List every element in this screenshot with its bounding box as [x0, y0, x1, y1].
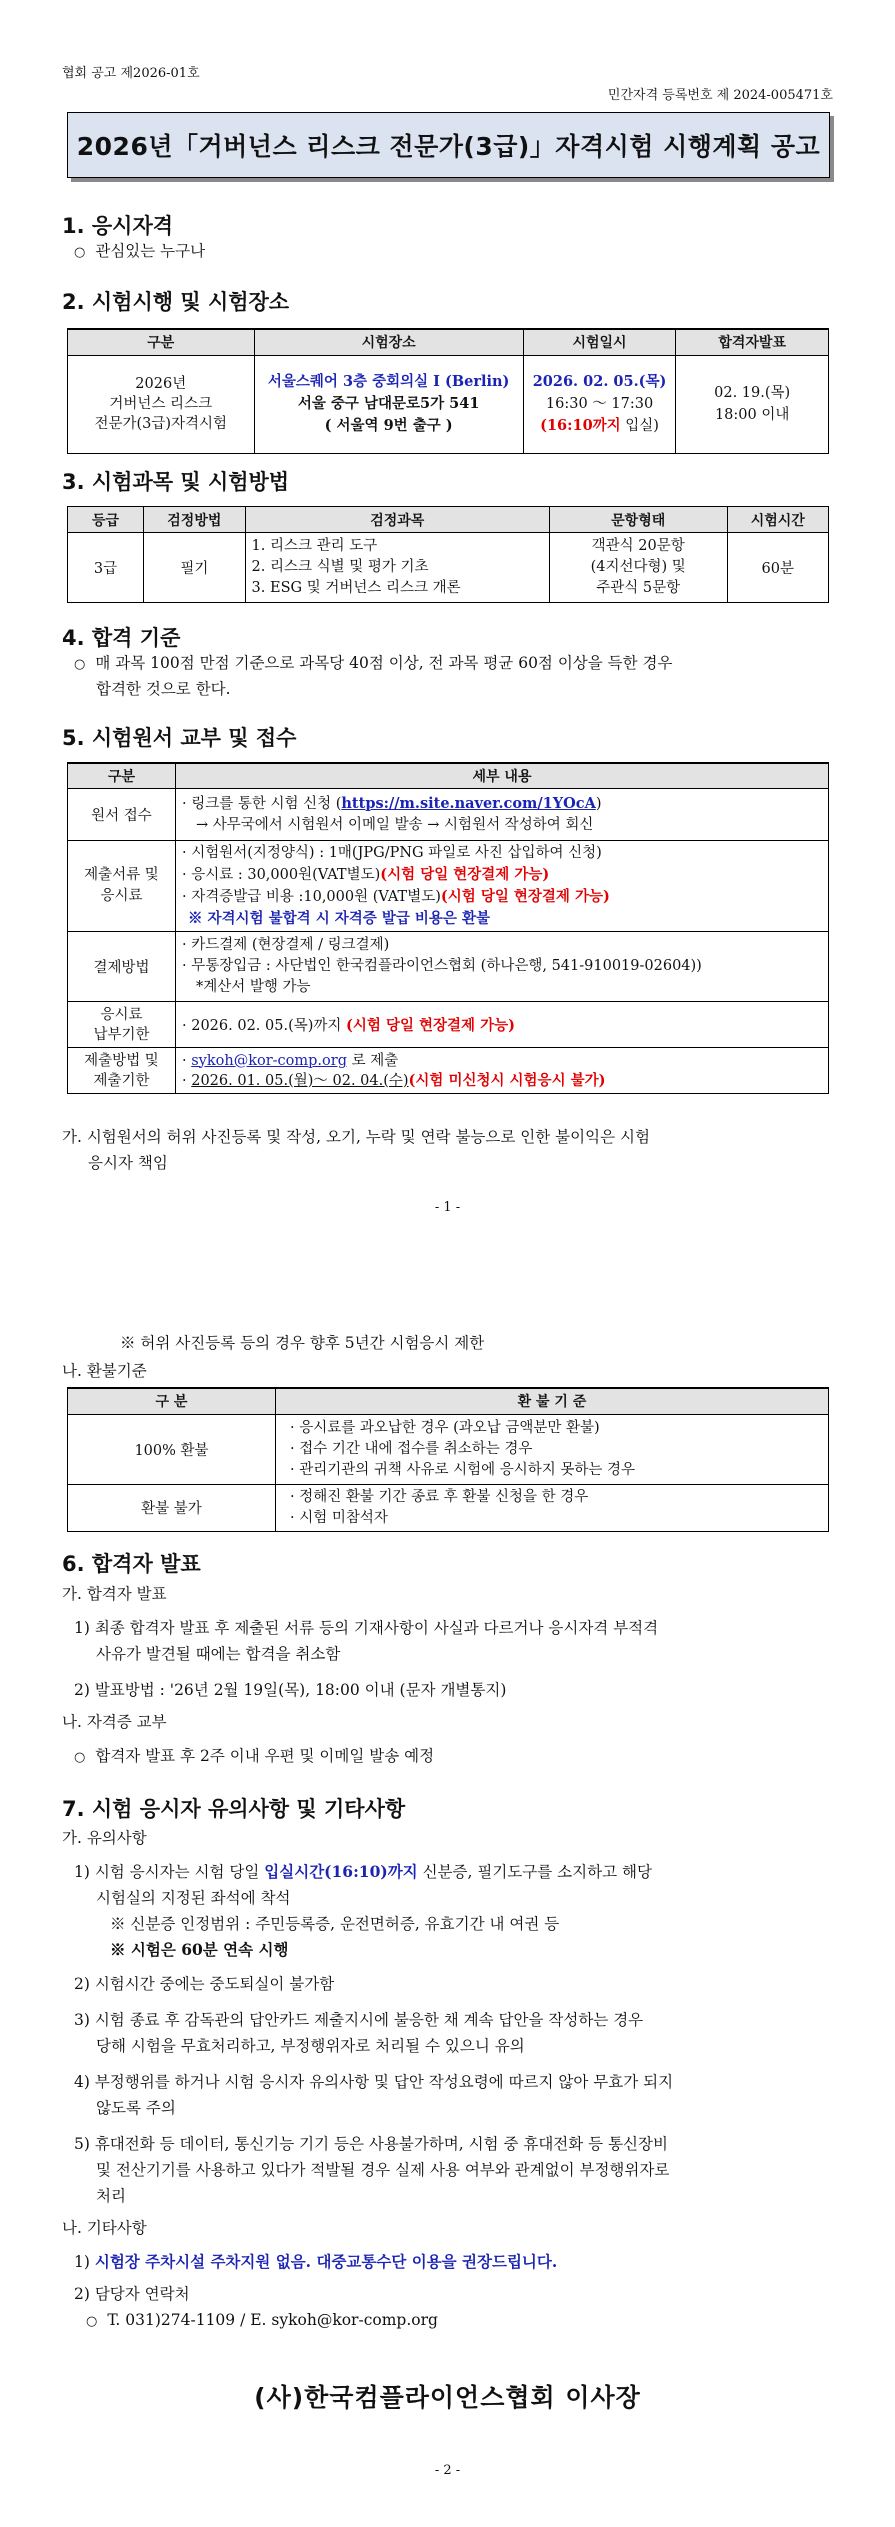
submission-warning: (시험 미신청시 시험응시 불가) [408, 1071, 606, 1089]
subject-item: 2. 리스크 식별 및 평가 기초 [251, 559, 429, 575]
section-7-heading: 7. 시험 응시자 유의사항 및 기타사항 [62, 1797, 406, 1821]
issuer-name: (사)한국컴플라이언스협회 이사장 [254, 2383, 641, 2412]
section-3-heading: 3. 시험과목 및 시험방법 [62, 470, 290, 494]
col-header: 시험장소 [254, 329, 523, 355]
item-text: 처리 [96, 2187, 126, 2205]
exam-date-cell [523, 355, 676, 453]
item-text: 사유가 발견될 때에는 합격을 취소함 [96, 1645, 341, 1663]
item-part: 1) [74, 2253, 95, 2271]
row-label [68, 1002, 176, 1048]
category-line: 거버넌스 리스크 [109, 396, 213, 412]
notice-number: 협회 공고 제2026-01호 [62, 66, 200, 81]
item-text: 2) 발표방법 : '26년 2월 19일(목), 18:00 이내 (문자 개별통지) [74, 1681, 507, 1699]
section-2-heading: 2. 시험시행 및 시험장소 [62, 290, 290, 314]
section-1-heading: 1. 응시자격 [62, 214, 174, 238]
bullet-circle: ○ [86, 2314, 98, 2329]
question-type-line: 객관식 20문항 [591, 538, 685, 554]
sub-heading: 가. 합격자 발표 [62, 1585, 167, 1603]
col-header: 구분 [68, 329, 255, 355]
col-header: 세부 내용 [176, 763, 829, 789]
page-number: - 1 - [434, 1200, 461, 1215]
subject-item: 1. 리스크 관리 도구 [251, 538, 378, 554]
item-text: 시험실의 지정된 좌석에 착석 [96, 1889, 291, 1907]
row-label-line: 납부기한 [93, 1026, 150, 1043]
col-header: 합격자발표 [676, 329, 829, 355]
question-type-cell [549, 533, 727, 603]
sub-heading: 나. 기타사항 [62, 2219, 147, 2237]
pass-criteria-text: 매 과목 100점 만점 기준으로 과목당 40점 이상, 전 과목 평균 60점 이상을 득한 경우 [95, 654, 673, 672]
bullet-circle: ○ [74, 657, 86, 672]
refund-heading: 나. 환불기준 [62, 1362, 147, 1380]
false-registration-note-2: 응시자 책임 [88, 1154, 168, 1172]
category-line: 전문가(3급)자격시험 [94, 416, 228, 432]
row-label: 환불 불가 [68, 1484, 276, 1531]
subject-item: 3. ESG 및 거버넌스 리스크 개론 [251, 580, 461, 596]
refund-line: · 정해진 환불 기간 종료 후 환불 신청을 한 경우 [290, 1488, 589, 1505]
eligibility-text: 관심있는 누구나 [95, 242, 206, 260]
payment-line: · 카드결제 (현장결제 / 링크결제) [182, 937, 390, 953]
entry-time [530, 415, 670, 437]
venue-name: 서울스퀘어 3층 중회의실 I (Berlin) [267, 373, 510, 390]
application-flow: → 사무국에서 시험원서 이메일 발송 → 시험원서 작성하여 회신 [196, 817, 594, 833]
submission-period-line: · 2026. 01. 05.(월)～ 02. 04.(수)(시험 미신청시 시험응시 불가) [182, 1071, 606, 1089]
application-link-line [182, 793, 822, 815]
item-text: ※ 시험은 60분 연속 시행 [110, 1940, 289, 1959]
eligibility-line [74, 238, 205, 266]
payment-detail [176, 932, 829, 1002]
submission-period: 2026. 01. 05.(월)～ 02. 04.(수) [191, 1072, 409, 1089]
page-number: - 2 - [434, 2463, 461, 2478]
refund-none-detail [276, 1484, 829, 1531]
pass-criteria-line-1 [74, 650, 673, 678]
fee-deadline-note: (시험 당일 현장결제 가능) [346, 1017, 515, 1034]
question-type-line: (4지선다형) 및 [590, 559, 686, 575]
row-label-line: 응시료 [100, 1006, 143, 1023]
contact-line [86, 2307, 438, 2335]
sub-heading: 나. 자격증 교부 [62, 1713, 167, 1731]
refund-table [67, 1387, 829, 1532]
row-label-line: 제출방법 및 [84, 1052, 159, 1069]
grade-cell: 3급 [68, 533, 144, 603]
item-text: 2) 시험시간 중에는 중도퇴실이 불가함 [74, 1975, 335, 1993]
false-registration-note: 가. 시험원서의 허위 사진등록 및 작성, 오기, 누락 및 연락 불능으로 인한 불이익은 시험 [62, 1128, 650, 1146]
item-text: 및 전산기기를 사용하고 있다가 적발될 경우 실제 사용 여부와 관계없이 부정행위자로 [96, 2161, 670, 2179]
exam-place-cell [254, 355, 523, 453]
row-label: 원서 접수 [68, 789, 176, 841]
refund-line: · 관리기관의 귀책 사유로 시험에 응시하지 못하는 경우 [290, 1461, 636, 1478]
col-header: 구 분 [68, 1388, 276, 1414]
row-label-line: 제출기한 [93, 1072, 150, 1089]
col-header: 검정과목 [245, 507, 549, 533]
item-text: 합격자 발표 후 2주 이내 우편 및 이메일 발송 예정 [95, 1747, 435, 1765]
announcement-time: 18:00 이내 [714, 407, 790, 423]
item-text: 당해 시험을 무효처리하고, 부정행위자로 처리될 수 있으니 유의 [96, 2037, 525, 2055]
fee-line [182, 864, 822, 886]
row-label-line: 응시료 [100, 888, 143, 904]
fee-text: · 응시료 : 30,000원(VAT별도) [182, 867, 381, 883]
item-text: ※ 신분증 인정범위 : 주민등록증, 운전면허증, 유효기간 내 여권 등 [110, 1915, 560, 1933]
payment-line: · 무통장입금 : 사단법인 한국컴플라이언스협회 (하나은행, 541-910019-02604)) [182, 958, 702, 974]
fee-note: (시험 당일 현장결제 가능) [380, 866, 550, 883]
venue-address: 서울 중구 남대문로5가 541 [297, 395, 480, 412]
bullet-circle: ○ [74, 1750, 86, 1765]
category-cell [68, 355, 255, 453]
sub-heading: 가. 유의사항 [62, 1829, 147, 1847]
col-header: 시험일시 [523, 329, 676, 355]
fee-deadline-detail [176, 1002, 829, 1048]
col-header: 환 불 기 준 [276, 1388, 829, 1414]
exam-duration-cell: 60분 [727, 533, 829, 603]
cert-fee-line [182, 886, 822, 908]
documents-line: · 시험원서(지정양식) : 1매(JPG/PNG 파일로 사진 삽입하여 신청) [182, 845, 602, 861]
item-text: 2) 담당자 연락처 [74, 2285, 190, 2303]
item-part: 1) 시험 응시자는 시험 당일 [74, 1863, 265, 1881]
item-text: 않도록 주의 [96, 2099, 176, 2117]
col-header: 문항형태 [549, 507, 727, 533]
fee-deadline-text: · 2026. 02. 05.(목)까지 [182, 1018, 347, 1034]
row-label [68, 1048, 176, 1094]
refund-line: · 접수 기간 내에 접수를 취소하는 경우 [290, 1440, 533, 1457]
exam-date: 2026. 02. 05.(목) [532, 373, 667, 390]
venue-exit: ( 서울역 9번 출구 ) [324, 417, 453, 434]
submission-suffix: 로 제출 [347, 1052, 399, 1069]
page-title: 2026년「거버넌스 리스크 전문가(3급)」자격시험 시행계획 공고 [67, 112, 830, 178]
submission-email-line: · sykoh@kor-comp.org 로 제출 [182, 1052, 399, 1069]
refund-line: · 응시료를 과오납한 경우 (과오납 금액분만 환불) [290, 1419, 600, 1436]
col-header: 등급 [68, 507, 144, 533]
row-label [68, 841, 176, 932]
question-type-line: 주관식 5문항 [596, 580, 681, 596]
subjects-cell [245, 533, 549, 603]
refund-full-detail [276, 1414, 829, 1484]
section-5-heading: 5. 시험원서 교부 및 접수 [62, 726, 297, 750]
item-text: 4) 부정행위를 하거나 시험 응시자 유의사항 및 답안 작성요령에 따르지 않아 무효가 되지 [74, 2073, 674, 2091]
item-text: 3) 시험 종료 후 감독관의 답안카드 제출지시에 불응한 채 계속 답안을 작성하는 경우 [74, 2011, 644, 2029]
section-4-heading: 4. 합격 기준 [62, 626, 181, 650]
registration-number: 민간자격 등록번호 제 2024-005471호 [607, 88, 833, 103]
col-header: 검정방법 [144, 507, 245, 533]
cert-fee-text: · 자격증발급 비용 :10,000원 (VAT별도) [182, 889, 441, 905]
documents-fee-detail [176, 841, 829, 932]
submission-email-link[interactable]: sykoh@kor-comp.org [191, 1052, 347, 1069]
exam-subject-table [67, 506, 829, 603]
item-text: 5) 휴대전화 등 데이터, 통신기능 기기 등은 사용불가하며, 시험 중 휴대전화 등 통신장비 [74, 2135, 668, 2153]
application-table [67, 762, 829, 1094]
item-part: 신분증, 필기도구를 소지하고 해당 [417, 1863, 652, 1881]
col-header: 시험시간 [727, 507, 829, 533]
cert-fee-note: (시험 당일 현장결제 가능) [440, 888, 610, 905]
fake-photo-note: ※ 허위 사진등록 등의 경우 향후 5년간 시험응시 제한 [120, 1334, 485, 1352]
payment-line: *계산서 발행 가능 [196, 979, 311, 995]
refund-line: · 시험 미참석자 [290, 1509, 388, 1526]
row-label: 결제방법 [68, 932, 176, 1002]
row-label-line: 제출서류 및 [84, 867, 159, 883]
bullet-circle: ○ [74, 245, 86, 260]
contact-info: T. 031)274-1109 / E. sykoh@kor-comp.org [107, 2311, 438, 2329]
application-link[interactable]: https://m.site.naver.com/1YOcA [341, 795, 596, 812]
item-text [74, 1859, 652, 1885]
entry-suffix: 입실) [620, 418, 659, 434]
parking-notice: 시험장 주차시설 주차지원 없음. 대중교통수단 이용을 권장드립니다. [94, 2252, 558, 2271]
bullet-line [74, 1743, 434, 1771]
link-suffix: ) [595, 796, 602, 812]
page-1 [0, 0, 895, 1263]
application-detail [176, 789, 829, 841]
col-header: 구분 [68, 763, 176, 789]
entry-deadline: (16:10까지 [540, 417, 621, 434]
method-cell: 필기 [144, 533, 245, 603]
item-text [74, 2249, 557, 2275]
exam-time: 16:30 ～ 17:30 [545, 396, 654, 412]
entry-time-highlight: 입실시간(16:10)까지 [264, 1862, 418, 1881]
announcement-date: 02. 19.(목) [714, 385, 791, 401]
refund-note: ※ 자격시험 불합격 시 자격증 발급 비용은 환불 [188, 910, 490, 927]
pass-criteria-line-2: 합격한 것으로 한다. [96, 680, 231, 698]
submission-detail [176, 1048, 829, 1094]
page-2 [0, 1263, 895, 2527]
item-text: 1) 최종 합격자 발표 후 제출된 서류 등의 기재사항이 사실과 다르거나 응시자격 부적격 [74, 1619, 659, 1637]
link-prefix: · 링크를 통한 시험 신청 ( [182, 796, 342, 812]
section-6-heading: 6. 합격자 발표 [62, 1552, 201, 1576]
announcement-cell [676, 355, 829, 453]
row-label: 100% 환불 [68, 1414, 276, 1484]
category-line: 2026년 [135, 376, 187, 392]
exam-schedule-table [67, 328, 829, 454]
